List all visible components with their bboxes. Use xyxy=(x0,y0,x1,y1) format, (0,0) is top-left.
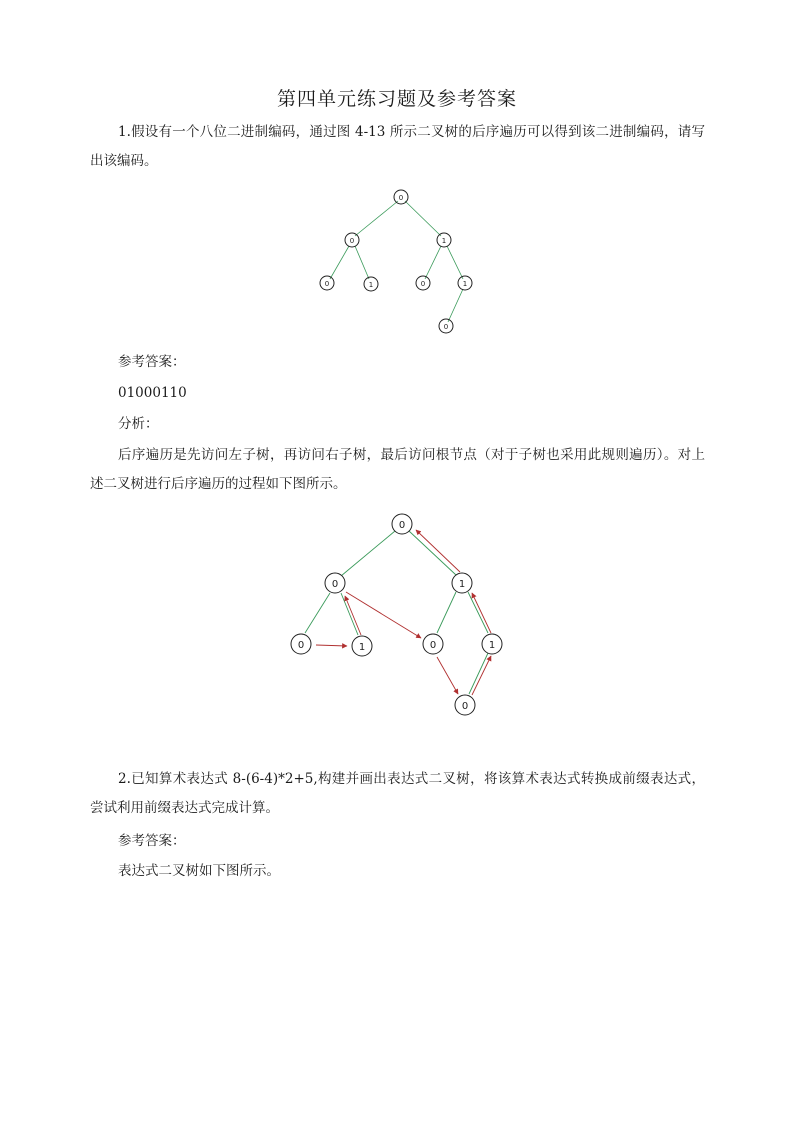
traversal-arrow xyxy=(345,596,361,635)
answer-text-2: 表达式二叉树如下图所示。 xyxy=(118,863,280,879)
edge xyxy=(437,592,456,633)
traversal-arrow xyxy=(472,593,491,633)
edge xyxy=(469,653,488,694)
tree-node-label: 0 xyxy=(429,640,437,651)
edge xyxy=(447,246,463,279)
page-title: 第四单元练习题及参考答案 xyxy=(276,88,517,110)
edge xyxy=(355,201,398,236)
answer-value-1: 01000110 xyxy=(118,385,187,401)
tree-node-label: 1 xyxy=(441,237,447,245)
edge xyxy=(468,592,488,633)
traversal-figure xyxy=(0,505,794,725)
edge xyxy=(341,531,395,576)
edge xyxy=(405,201,441,236)
analysis-label: 分析： xyxy=(118,416,159,432)
traversal-arrow xyxy=(316,645,347,646)
tree-node-label: 0 xyxy=(324,280,330,288)
binary-tree-figure xyxy=(0,185,794,345)
tree-node-label: 0 xyxy=(297,640,305,651)
edge xyxy=(448,289,463,322)
tree-node-label: 0 xyxy=(349,237,355,245)
analysis-text: 后序遍历是先访问左子树，再访问右子树，最后访问根节点（对于子树也采用此规则遍历）。对上述二叉树进行后序遍历的过程如下图所示。 xyxy=(90,447,705,492)
traversal-arrow xyxy=(472,656,491,695)
edge xyxy=(425,246,441,279)
traversal-arrow xyxy=(416,530,460,572)
question-2-text: 2.已知算术表达式 8-(6-4)*2+5,构建并画出表达式二叉树，将该算术表达式转换成前缀表达式，尝试利用前缀表达式完成计算。 xyxy=(90,771,705,816)
tree-node-label: 0 xyxy=(398,520,406,531)
edge xyxy=(409,531,456,575)
tree-nodes xyxy=(320,190,472,333)
tree-node-label: 1 xyxy=(458,579,466,590)
traversal-arrow xyxy=(346,592,421,638)
traversal-arrows xyxy=(316,530,491,695)
tree-node-label: 1 xyxy=(358,642,366,653)
traversal-arrow xyxy=(437,657,458,694)
edge xyxy=(355,246,369,279)
tree-edges xyxy=(330,201,463,322)
edge xyxy=(305,593,330,633)
answer-label-2: 参考答案： xyxy=(118,833,186,849)
traversal-edges xyxy=(305,531,488,694)
tree-node-label: 0 xyxy=(331,579,339,590)
answer-label-1: 参考答案： xyxy=(118,354,186,370)
tree-node-label: 0 xyxy=(443,323,449,331)
tree-node-label: 0 xyxy=(461,701,469,712)
tree-node-label: 0 xyxy=(398,194,404,202)
edge xyxy=(330,246,349,279)
edge xyxy=(341,593,358,635)
question-1-text: 1.假设有一个八位二进制编码，通过图 4-13 所示二叉树的后序遍历可以得到该二进制编码，请写出该编码。 xyxy=(90,124,705,169)
tree-node-label: 1 xyxy=(462,280,468,288)
tree-node-label: 1 xyxy=(368,281,374,289)
tree-node-label: 0 xyxy=(420,280,426,288)
tree-node-label: 1 xyxy=(488,640,496,651)
